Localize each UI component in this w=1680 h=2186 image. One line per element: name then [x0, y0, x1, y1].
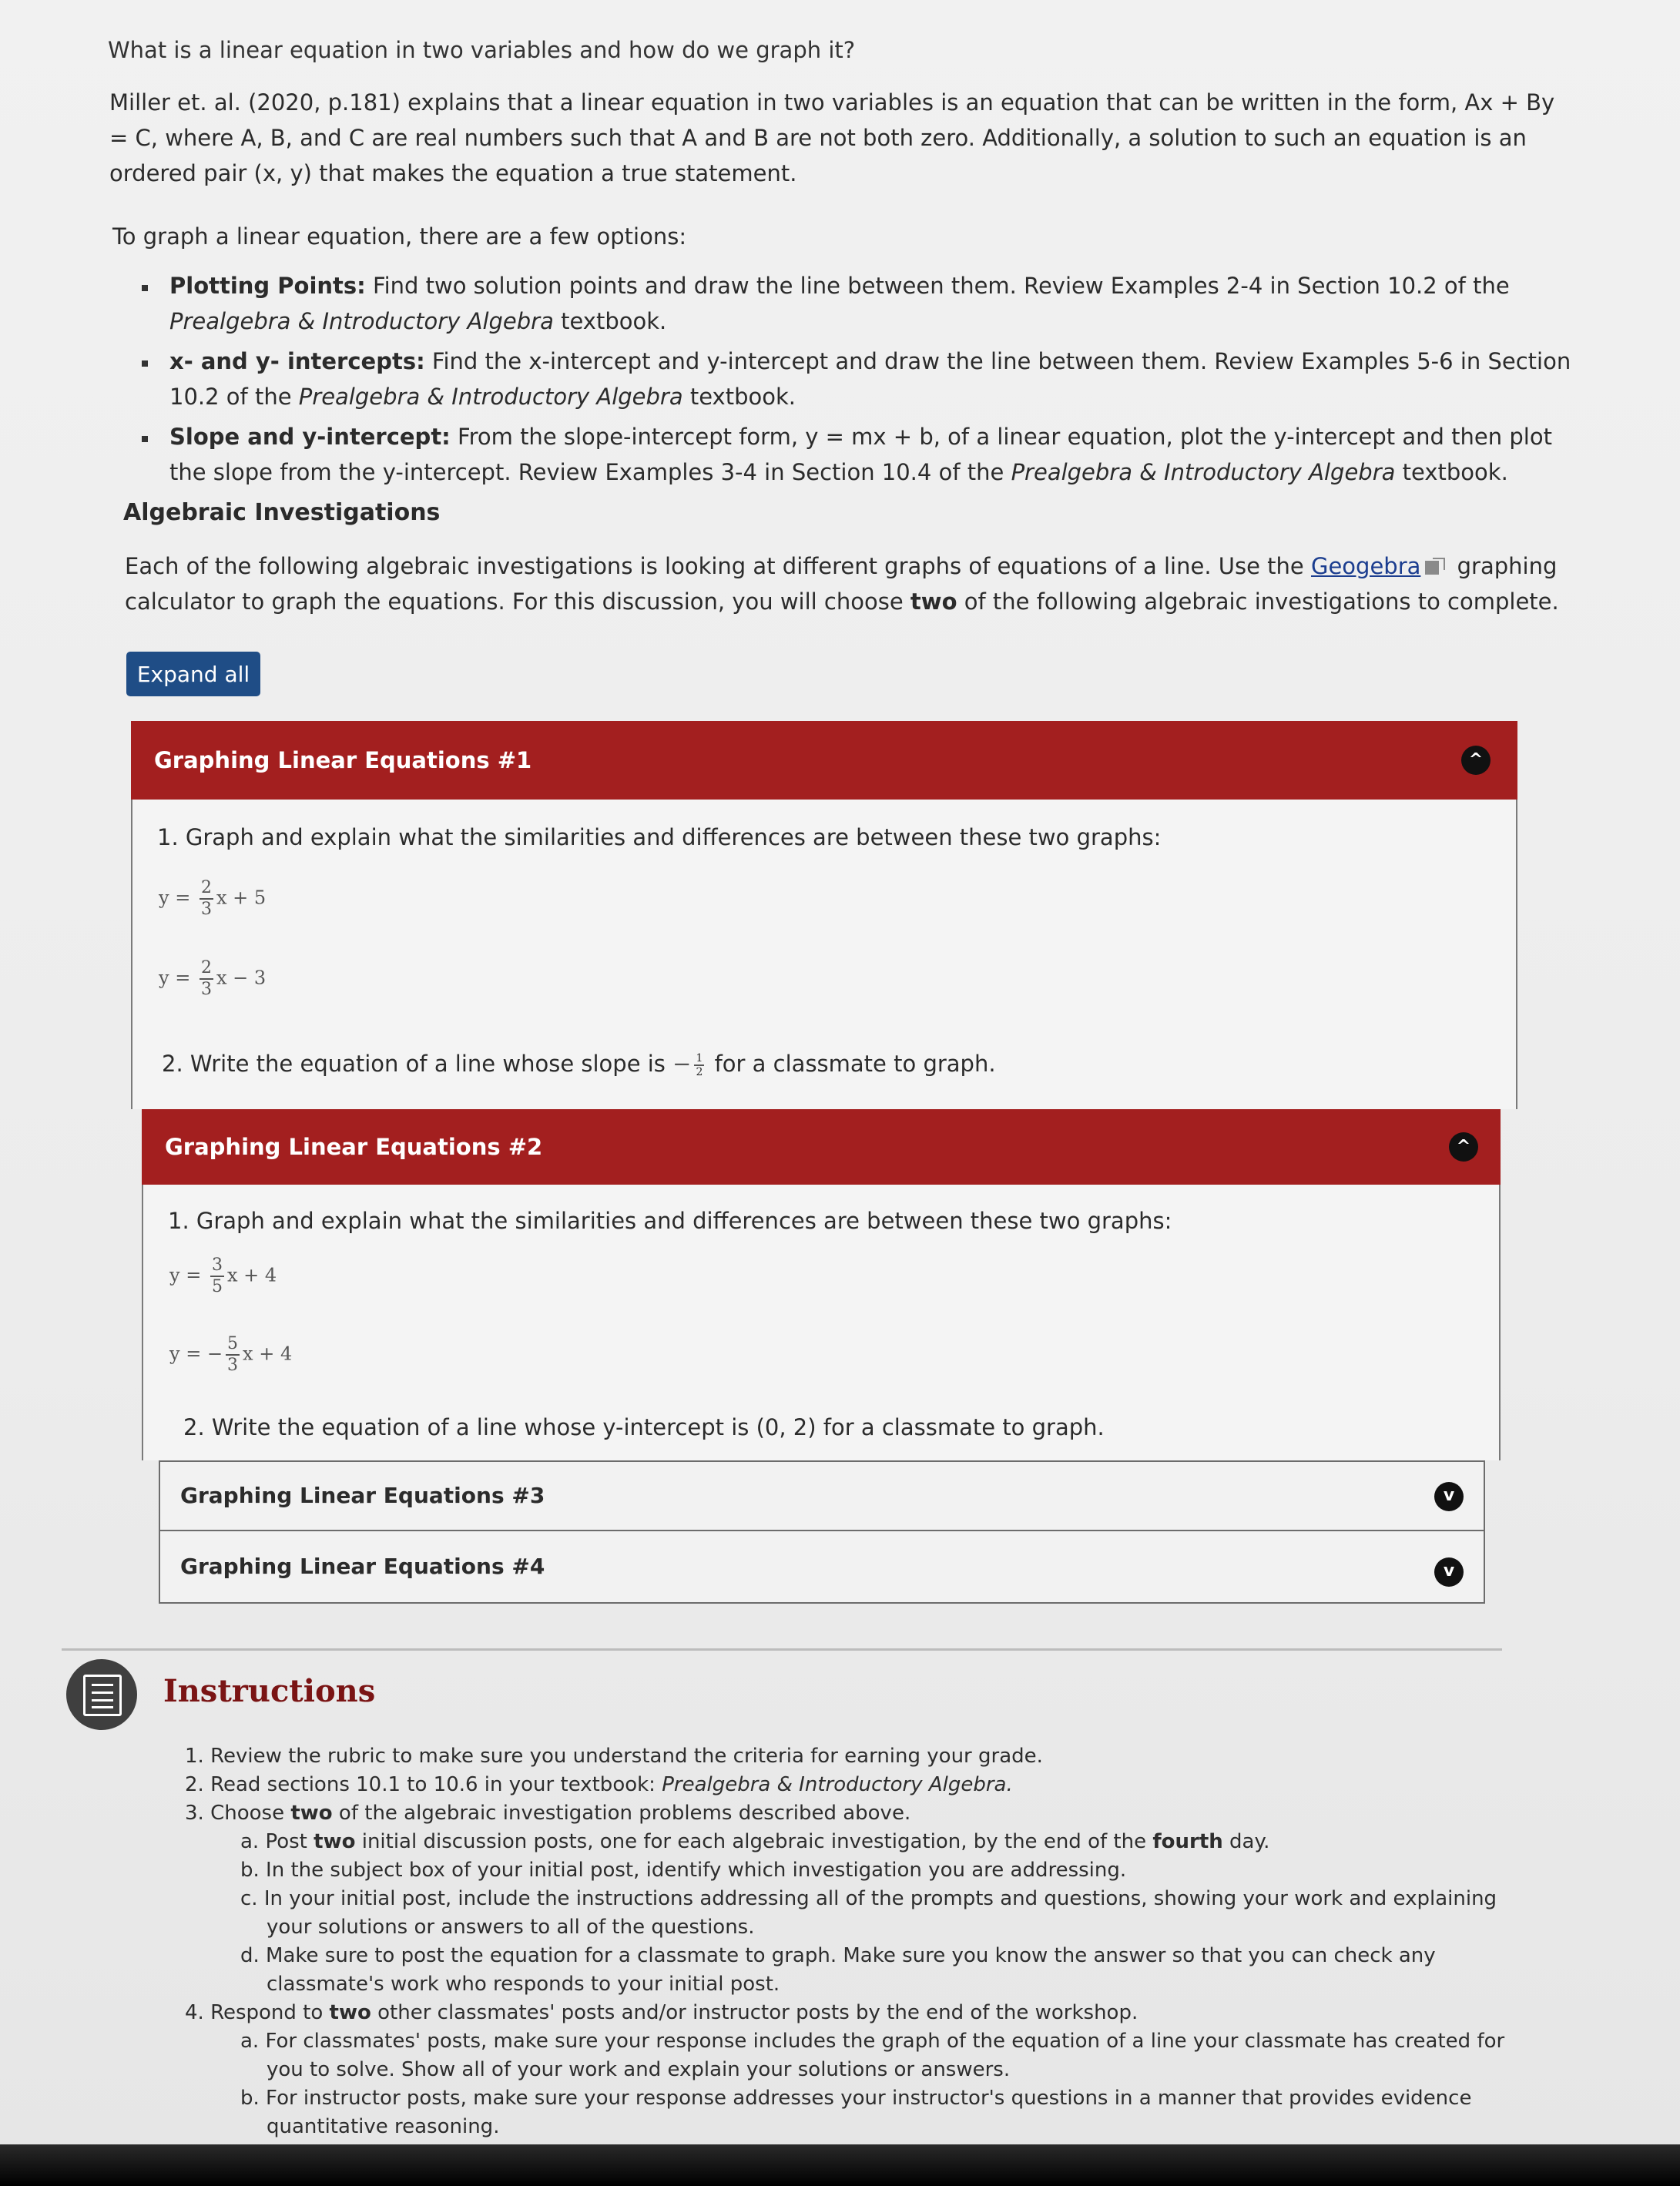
sub-item	[240, 1856, 1541, 1885]
instruction-item	[185, 1742, 1541, 1771]
accordion-body-1	[131, 800, 1517, 1109]
sub-letter: a.	[240, 2030, 260, 2053]
sub-item	[240, 1828, 1541, 1856]
question-1: 1. Graph and explain what the similarities and differences are between these two graphs:	[168, 1208, 1172, 1234]
item-text: of the algebraic investigation problems described above.	[332, 1802, 911, 1825]
denominator: 3	[200, 900, 212, 919]
sub-text: For classmates' posts, make sure your response includes the graph of the equation of a line your classmate has created for you to solve. Show all of your work and explain your solutions or answers.	[265, 2030, 1505, 2081]
fraction	[200, 958, 213, 1000]
para-text: graphing calculator to graph the equations. For this discussion, you will choose	[125, 553, 1558, 615]
accordion-header-4[interactable]	[159, 1530, 1485, 1604]
sub-text: initial discussion posts, one for each algebraic investigation, by the end of the	[355, 1830, 1153, 1853]
item-text: Review the rubric to make sure you understand the criteria for earning your grade.	[210, 1745, 1043, 1768]
eq-rest: x − 3	[216, 967, 267, 989]
option-text: Find two solution points and draw the line between them. Review Examples 2-4 in Section 10.2 of the	[365, 273, 1510, 299]
option-plotting-points	[139, 268, 1571, 339]
accordion-title: Graphing Linear Equations #4	[180, 1554, 545, 1579]
accordion-header-2[interactable]	[142, 1109, 1501, 1185]
instructions-title: Instructions	[163, 1673, 376, 1709]
accordion-title: Graphing Linear Equations #1	[154, 747, 532, 773]
sub-text: For instructor posts, make sure your response addresses your instructor's questions in a manner that provides evidence quantitative reasoning.	[266, 2087, 1472, 2138]
equation-2	[169, 1334, 292, 1376]
option-tail: textbook.	[1395, 459, 1508, 485]
denominator: 3	[227, 1356, 239, 1375]
accordion-header-3[interactable]	[159, 1460, 1485, 1531]
sub-text: In your initial post, include the instructions addressing all of the prompts and questions, showing your work and explaining your solutions or answers to all of the questions.	[263, 1887, 1497, 1939]
option-tail: textbook.	[553, 308, 667, 334]
eq-rest: x + 4	[243, 1343, 293, 1365]
item-number: 1.	[185, 1745, 204, 1768]
sub-list	[185, 1828, 1541, 1999]
eq-sign: −	[206, 1343, 223, 1365]
numerator: 1	[696, 1052, 703, 1065]
numerator: 2	[200, 958, 213, 980]
question-2	[162, 1046, 996, 1081]
option-slope-intercept	[139, 419, 1571, 490]
denominator: 5	[211, 1277, 223, 1296]
numerator: 5	[226, 1334, 240, 1356]
sub-letter: b.	[240, 1859, 260, 1882]
item-text: Read sections 10.1 to 10.6 in your textbook:	[210, 1773, 662, 1796]
para-bold: two	[910, 588, 957, 615]
option-label: x- and y- intercepts:	[169, 348, 425, 374]
textbook-title: Prealgebra & Introductory Algebra.	[662, 1773, 1013, 1796]
q2-tail: for a classmate to graph.	[707, 1051, 996, 1077]
eq-rest: x + 5	[216, 887, 267, 909]
sub-item	[240, 1942, 1541, 1999]
sub-letter: d.	[240, 1944, 260, 1967]
option-text: Find the x-intercept and y-intercept and draw the line between them. Review Examples 5-6 in Section 10.2 of the	[169, 348, 1571, 410]
numerator: 2	[200, 878, 213, 900]
item-bold: two	[290, 1802, 333, 1825]
sub-text: Post	[265, 1830, 314, 1853]
instruction-item	[185, 1799, 1541, 1999]
option-label: Plotting Points:	[169, 273, 366, 299]
eq-lhs: y =	[159, 967, 191, 989]
accordion-body-2	[142, 1185, 1501, 1460]
question-title: What is a linear equation in two variables and how do we graph it?	[108, 37, 856, 63]
options-list	[139, 268, 1571, 495]
numerator: 3	[210, 1256, 224, 1277]
para-text: Each of the following algebraic investigations is looking at different graphs of equations of a line. Use the	[125, 553, 1311, 579]
instruction-item	[185, 1771, 1541, 1799]
item-number: 2.	[185, 1773, 204, 1796]
accordion-title: Graphing Linear Equations #3	[180, 1483, 545, 1508]
chevron-up-icon[interactable]: ^	[1461, 746, 1491, 775]
instructions-icon	[66, 1659, 137, 1730]
algebraic-investigations-paragraph	[125, 548, 1573, 619]
option-text: From the slope-intercept form, y = mx + b, of a linear equation, plot the y-intercept and then plot the slope from the y-intercept. Review Examples 3-4 in Section 10.4 of the	[169, 424, 1552, 485]
denominator: 2	[696, 1066, 703, 1078]
accordion-header-1[interactable]	[131, 721, 1517, 800]
equation-1	[159, 878, 266, 920]
fraction	[210, 1256, 224, 1297]
slope-fraction	[694, 1052, 704, 1078]
expand-all-button[interactable]: Expand all	[126, 652, 260, 696]
chevron-down-icon[interactable]: v	[1434, 1557, 1464, 1587]
sub-item	[240, 2027, 1541, 2084]
para-text: of the following algebraic investigations to complete.	[957, 588, 1559, 615]
equation-1	[169, 1256, 277, 1297]
item-bold: two	[329, 2001, 371, 2024]
q2-text: 2. Write the equation of a line whose slope is	[162, 1051, 673, 1077]
sub-letter: c.	[240, 1887, 258, 1910]
sub-letter: b.	[240, 2087, 260, 2110]
screen-bezel	[0, 2144, 1680, 2186]
item-number: 3.	[185, 1802, 204, 1825]
geogebra-link[interactable]: Geogebra	[1310, 553, 1421, 579]
question-1: 1. Graph and explain what the similarities and differences are between these two graphs:	[157, 824, 1162, 850]
textbook-title: Prealgebra & Introductory Algebra	[298, 384, 683, 410]
sub-letter: a.	[240, 1830, 260, 1853]
sub-list	[185, 2027, 1541, 2141]
sub-bold: two	[314, 1830, 356, 1853]
item-number: 4.	[185, 2001, 204, 2024]
eq-lhs: y =	[159, 887, 191, 909]
external-link-icon	[1425, 558, 1445, 576]
option-label: Slope and y-intercept:	[169, 424, 451, 450]
accordion-title: Graphing Linear Equations #2	[165, 1134, 543, 1160]
textbook-title: Prealgebra & Introductory Algebra	[1011, 459, 1396, 485]
eq-lhs: y =	[169, 1264, 202, 1286]
sub-item	[240, 1885, 1541, 1942]
sub-text: Make sure to post the equation for a classmate to graph. Make sure you know the answer so that you can check any classmate's work who responds to your initial post.	[266, 1944, 1436, 1996]
textbook-title: Prealgebra & Introductory Algebra	[169, 308, 554, 334]
instruction-item	[185, 1999, 1541, 2141]
option-intercepts	[139, 344, 1571, 414]
sub-bold: fourth	[1152, 1830, 1223, 1853]
options-lead: To graph a linear equation, there are a few options:	[112, 223, 687, 250]
q2-minus: −	[672, 1051, 692, 1077]
eq-rest: x + 4	[226, 1264, 277, 1286]
denominator: 3	[200, 980, 212, 999]
fraction	[200, 878, 213, 920]
item-text: Respond to	[210, 2001, 330, 2024]
instructions-list	[185, 1742, 1541, 2141]
sub-text: day.	[1222, 1830, 1270, 1853]
equation-2	[159, 958, 266, 1000]
option-tail: textbook.	[682, 384, 796, 410]
intro-paragraph: Miller et. al. (2020, p.181) explains that a linear equation in two variables is an equation that can be written in the form, Ax + By = C, where A, B, and C are real numbers such that A and B are not both zero. Additionally, a solution to such an equation is an ordered pair (x, y) that makes the equation a true statement.	[109, 89, 1555, 186]
eq-lhs: y =	[169, 1343, 202, 1365]
item-text: Choose	[210, 1802, 291, 1825]
question-2: 2. Write the equation of a line whose y-intercept is (0, 2) for a classmate to graph.	[183, 1414, 1105, 1440]
algebraic-investigations-heading: Algebraic Investigations	[123, 499, 441, 526]
item-text: other classmates' posts and/or instructor posts by the end of the workshop.	[371, 2001, 1138, 2024]
chevron-up-icon[interactable]: ^	[1449, 1132, 1478, 1162]
sub-item	[240, 2084, 1541, 2141]
sub-text: In the subject box of your initial post, identify which investigation you are addressing.	[266, 1859, 1127, 1882]
section-divider	[62, 1648, 1502, 1651]
chevron-down-icon[interactable]: v	[1434, 1482, 1464, 1511]
fraction	[226, 1334, 240, 1376]
